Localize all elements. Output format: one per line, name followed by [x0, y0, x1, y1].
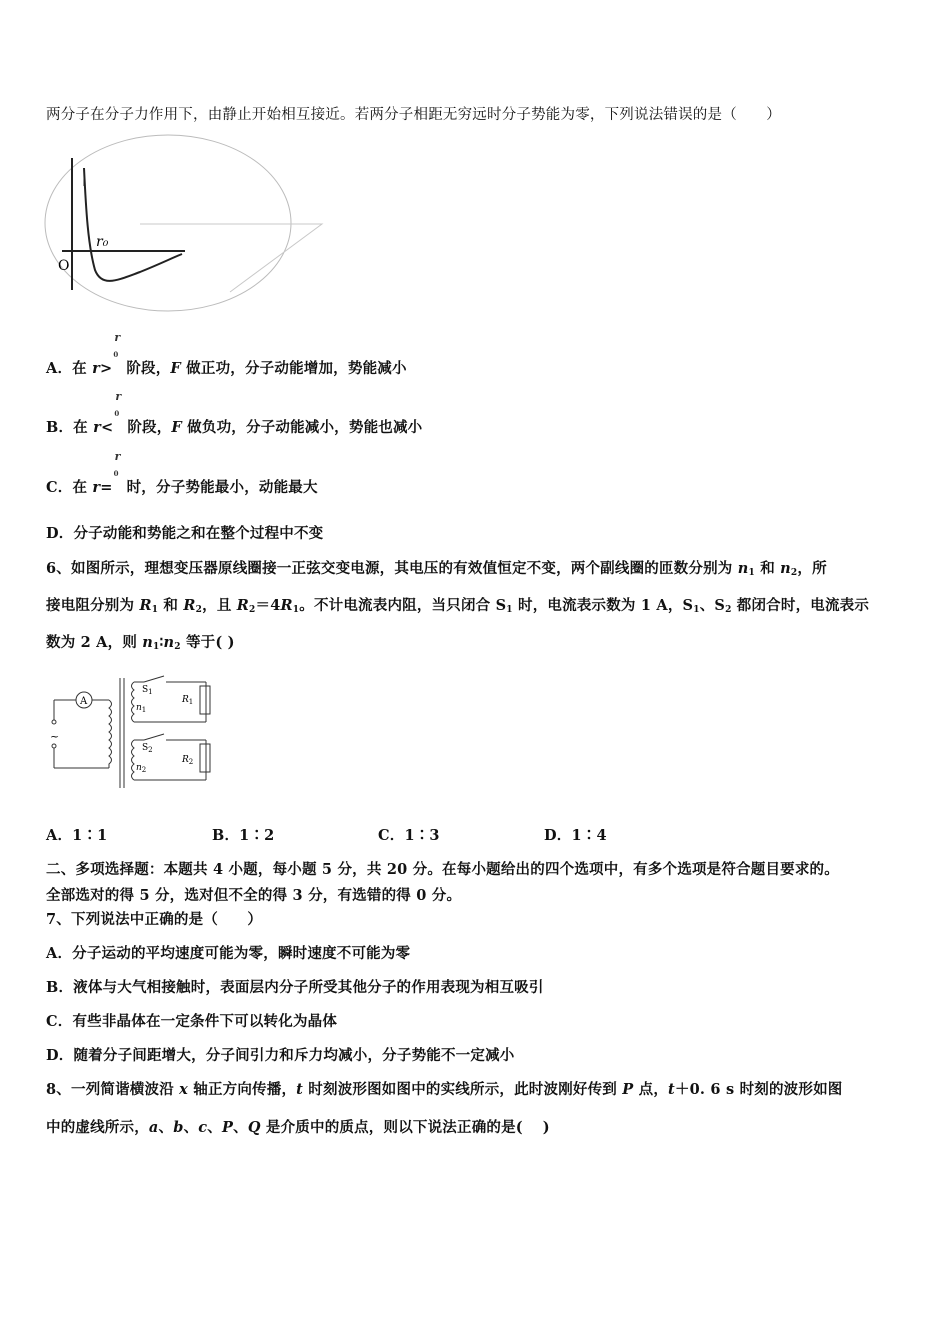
q6-options — [46, 824, 710, 845]
q6-option-a: A．1∶1 — [46, 827, 108, 844]
q6-line-2: 接电阻分别为 $R_1$ 和 $R_2$，且 $R_2=4R_1$。不计电流表内阻，当只闭合 $S_1$ 时，电流表示数为 1 A，$S_1$、$S_2$ 都闭合时，电流表示 — [46, 597, 870, 615]
q6-option-b: B．1∶2 — [212, 827, 275, 844]
q6-option-d: D．1∶4 — [544, 827, 607, 844]
q6-line-1: 6、如图所示，理想变压器原线圈接一正弦交变电源，其电压的有效值恒定不变，两个副线圈的匝数分别为 $n_1$ 和 $n_2$，所 — [46, 560, 827, 578]
svg-text:n2: $n_2$ — [136, 763, 147, 774]
q7-option-b: B．液体与大气相接触时，表面层内分子所受其他分子的作用表现为相互吸引 — [46, 979, 544, 996]
r0-label: r₀ — [96, 234, 109, 250]
ac-source-symbol: ~ — [50, 730, 60, 743]
q5-option-d: D．分子动能和势能之和在整个过程中不变 — [46, 525, 324, 542]
origin-label: O — [58, 258, 70, 274]
svg-text:R1: $R_1$ — [182, 695, 194, 706]
section-2-line-2: 全部选对的得 5 分，选对但不全的得 3 分，有选错的得 0 分。 — [46, 887, 462, 904]
ammeter-symbol: A — [80, 696, 88, 707]
q7-option-c: C．有些非晶体在一定条件下可以转化为晶体 — [46, 1013, 338, 1030]
q5-option-c: C．在 r= r $_0$ 时，分子势能最小，动能最大 — [46, 450, 318, 496]
q8-line-1: 8、一列简谐横波沿 x 轴正方向传播，t 时刻波形图如图中的实线所示，此时波刚好传到 P 点，t＋0. 6 s 时刻的波形如图 — [46, 1081, 843, 1098]
svg-text:n1: $n_1$ — [136, 703, 147, 714]
q5-option-a: A．在 r> r $_0$ 阶段，F 做正功，分子动能增加，势能减小 — [46, 331, 407, 377]
q7-option-a: A．分子运动的平均速度可能为零，瞬时速度不可能为零 — [46, 945, 411, 962]
q5-figure-potential-curve — [40, 130, 330, 320]
q7-option-d: D．随着分子间距增大，分子间引力和斥力均减小，分子势能不一定减小 — [46, 1047, 515, 1064]
section-2-line-1: 二、多项选择题：本题共 4 小题，每小题 5 分，共 20 分。在每小题给出的四个选项中，有多个选项是符合题目要求的。 — [46, 861, 839, 878]
q5-option-b: B．在 r< r $_0$ 阶段，F 做负功，分子动能减小，势能也减小 — [46, 390, 423, 436]
svg-text:S1: $S_1$ — [142, 685, 153, 696]
q8-line-2: 中的虚线所示，a、b、c、P、Q 是介质中的质点，则以下说法正确的是( ) — [46, 1119, 550, 1136]
svg-text:S2: $S_2$ — [142, 743, 153, 754]
q7-stem: 7、下列说法中正确的是（ ） — [46, 911, 263, 928]
svg-text:R2: $R_2$ — [182, 755, 194, 766]
q5-stem: 两分子在分子力作用下，由静止开始相互接近。若两分子相距无穷远时分子势能为零，下列说法错误的是（ ） — [46, 107, 781, 123]
q6-option-c: C．1∶3 — [378, 827, 440, 844]
q6-circuit-figure — [44, 672, 224, 794]
q6-line-3: 数为 2 A，则 $n_1∶n_2$ 等于( ) — [46, 634, 235, 652]
